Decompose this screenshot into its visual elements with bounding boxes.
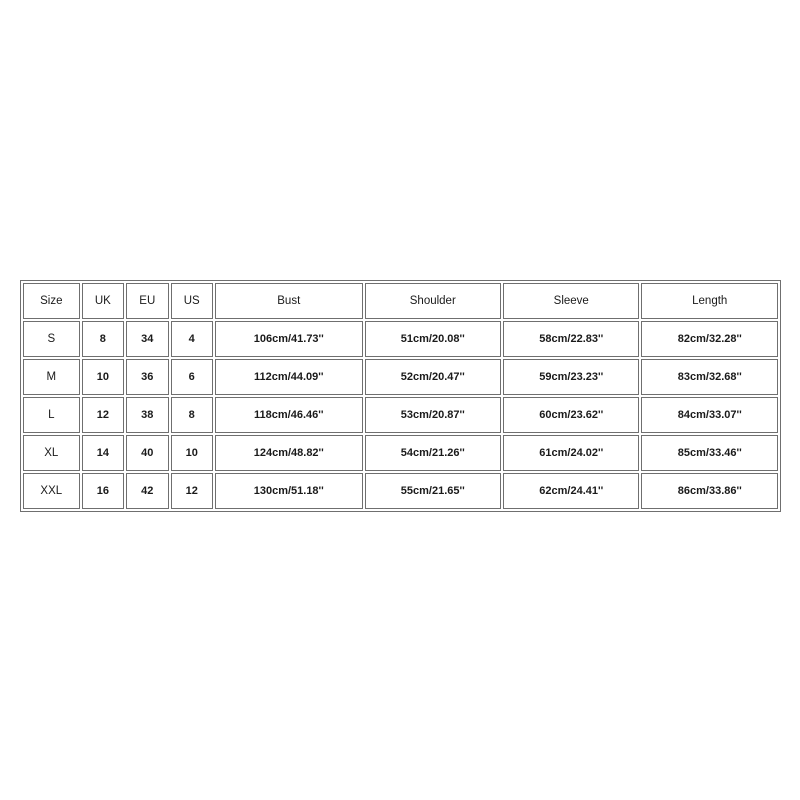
us-cell: 12 [171,473,213,509]
length-cell: 86cm/33.86'' [641,473,778,509]
eu-cell: 38 [126,397,168,433]
sleeve-cell: 61cm/24.02'' [503,435,639,471]
sleeve-cell: 60cm/23.62'' [503,397,639,433]
bust-cell: 106cm/41.73'' [215,321,363,357]
uk-cell: 10 [82,359,124,395]
table-row [23,359,778,395]
uk-cell: 8 [82,321,124,357]
uk-cell: 14 [82,435,124,471]
size-cell: M [23,359,80,395]
table-row [23,435,778,471]
bust-cell: 130cm/51.18'' [215,473,363,509]
eu-cell: 34 [126,321,168,357]
us-cell: 10 [171,435,213,471]
bust-cell: 124cm/48.82'' [215,435,363,471]
length-cell: 82cm/32.28'' [641,321,778,357]
eu-cell: 36 [126,359,168,395]
header-size: Size [23,283,80,319]
header-uk: UK [82,283,124,319]
shoulder-cell: 52cm/20.47'' [365,359,501,395]
bust-cell: 112cm/44.09'' [215,359,363,395]
eu-cell: 42 [126,473,168,509]
us-cell: 8 [171,397,213,433]
shoulder-cell: 55cm/21.65'' [365,473,501,509]
header-row [23,283,778,319]
uk-cell: 16 [82,473,124,509]
us-cell: 6 [171,359,213,395]
size-cell: L [23,397,80,433]
length-cell: 83cm/32.68'' [641,359,778,395]
shoulder-cell: 51cm/20.08'' [365,321,501,357]
header-us: US [171,283,213,319]
header-bust: Bust [215,283,363,319]
eu-cell: 40 [126,435,168,471]
length-cell: 84cm/33.07'' [641,397,778,433]
bust-cell: 118cm/46.46'' [215,397,363,433]
size-chart-table [20,280,781,512]
header-shoulder: Shoulder [365,283,501,319]
length-cell: 85cm/33.46'' [641,435,778,471]
sleeve-cell: 58cm/22.83'' [503,321,639,357]
header-eu: EU [126,283,168,319]
table-row [23,473,778,509]
sleeve-cell: 59cm/23.23'' [503,359,639,395]
shoulder-cell: 53cm/20.87'' [365,397,501,433]
sleeve-cell: 62cm/24.41'' [503,473,639,509]
shoulder-cell: 54cm/21.26'' [365,435,501,471]
size-cell: XXL [23,473,80,509]
size-cell: S [23,321,80,357]
size-cell: XL [23,435,80,471]
header-length: Length [641,283,778,319]
header-sleeve: Sleeve [503,283,639,319]
us-cell: 4 [171,321,213,357]
table-row [23,321,778,357]
uk-cell: 12 [82,397,124,433]
table-row [23,397,778,433]
